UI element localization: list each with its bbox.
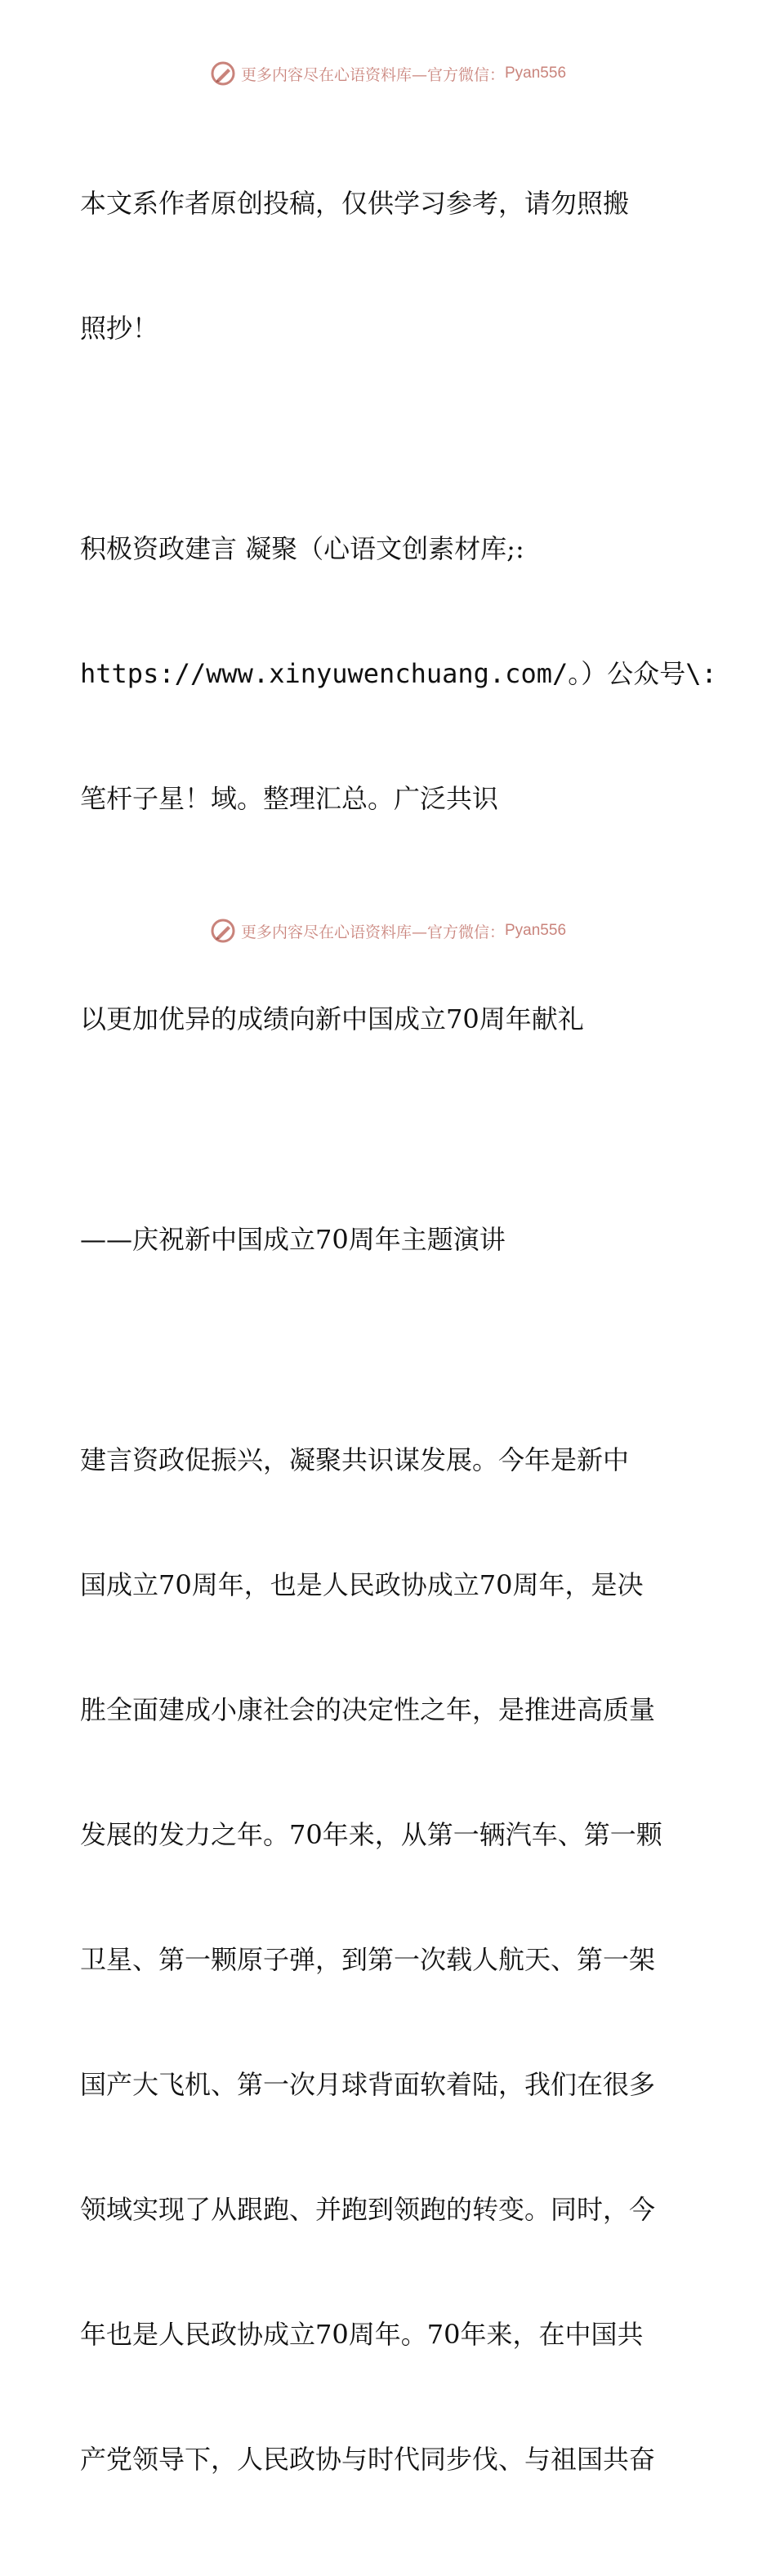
text-line: 建言资政促振兴，凝聚共识谋发展。今年是新中 — [80, 1444, 630, 1475]
text-line: 卫星、第一颗原子弹，到第一次载人航天、第一架 — [80, 1944, 656, 1975]
url-text: https://www.xinyuwenchuang.com/。）公众号\: — [80, 658, 717, 689]
document-subtitle — [80, 1136, 701, 1344]
header-banner — [0, 57, 776, 90]
paragraph-notice — [80, 100, 701, 433]
document-body — [80, 100, 717, 2576]
text-line: 国产大飞机、第一次月球背面软着陆，我们在很多 — [80, 2069, 656, 2100]
pen-logo-icon — [210, 60, 236, 87]
text-line: 照抄！ — [80, 313, 159, 344]
text-line: 国成立70周年，也是人民政协成立70周年，是决 — [80, 1569, 644, 1600]
paragraph-body — [80, 1356, 701, 2564]
title-line: 以更加优异的成绩向新中国成立70周年献礼 — [80, 1003, 584, 1034]
text-line: 年也是人民政协成立70周年。70年来，在中国共 — [80, 2319, 644, 2350]
footer-banner — [0, 914, 776, 947]
banner-text: 更多内容尽在心语资料库—官方微信： — [240, 65, 505, 84]
banner-text: 更多内容尽在心语资料库—官方微信： — [240, 923, 505, 941]
text-line: 发展的发力之年。70年来，从第一辆汽车、第一颗 — [80, 1819, 662, 1850]
paragraph-source — [80, 445, 717, 903]
text-line: 本文系作者原创投稿，仅供学习参考，请勿照搬 — [80, 188, 630, 219]
text-line: 产党领导下，人民政协与时代同步伐、与祖国共奋 — [80, 2444, 656, 2475]
subtitle-line: ——庆祝新中国成立70周年主题演讲 — [80, 1224, 506, 1255]
banner-wechat-id: Pyan556 — [505, 65, 567, 82]
text-line: 领域实现了从跟跑、并跑到领跑的转变。同时，今 — [80, 2194, 656, 2225]
text-line: 胜全面建成小康社会的决定性之年，是推进高质量 — [80, 1694, 656, 1725]
pen-logo-icon — [210, 918, 236, 944]
banner-wechat-id: Pyan556 — [505, 922, 567, 939]
text-line: 积极资政建言 凝聚（心语文创素材库;: — [80, 533, 524, 564]
text-line: 笔杆子星！域。整理汇总。广泛共识 — [80, 783, 499, 814]
